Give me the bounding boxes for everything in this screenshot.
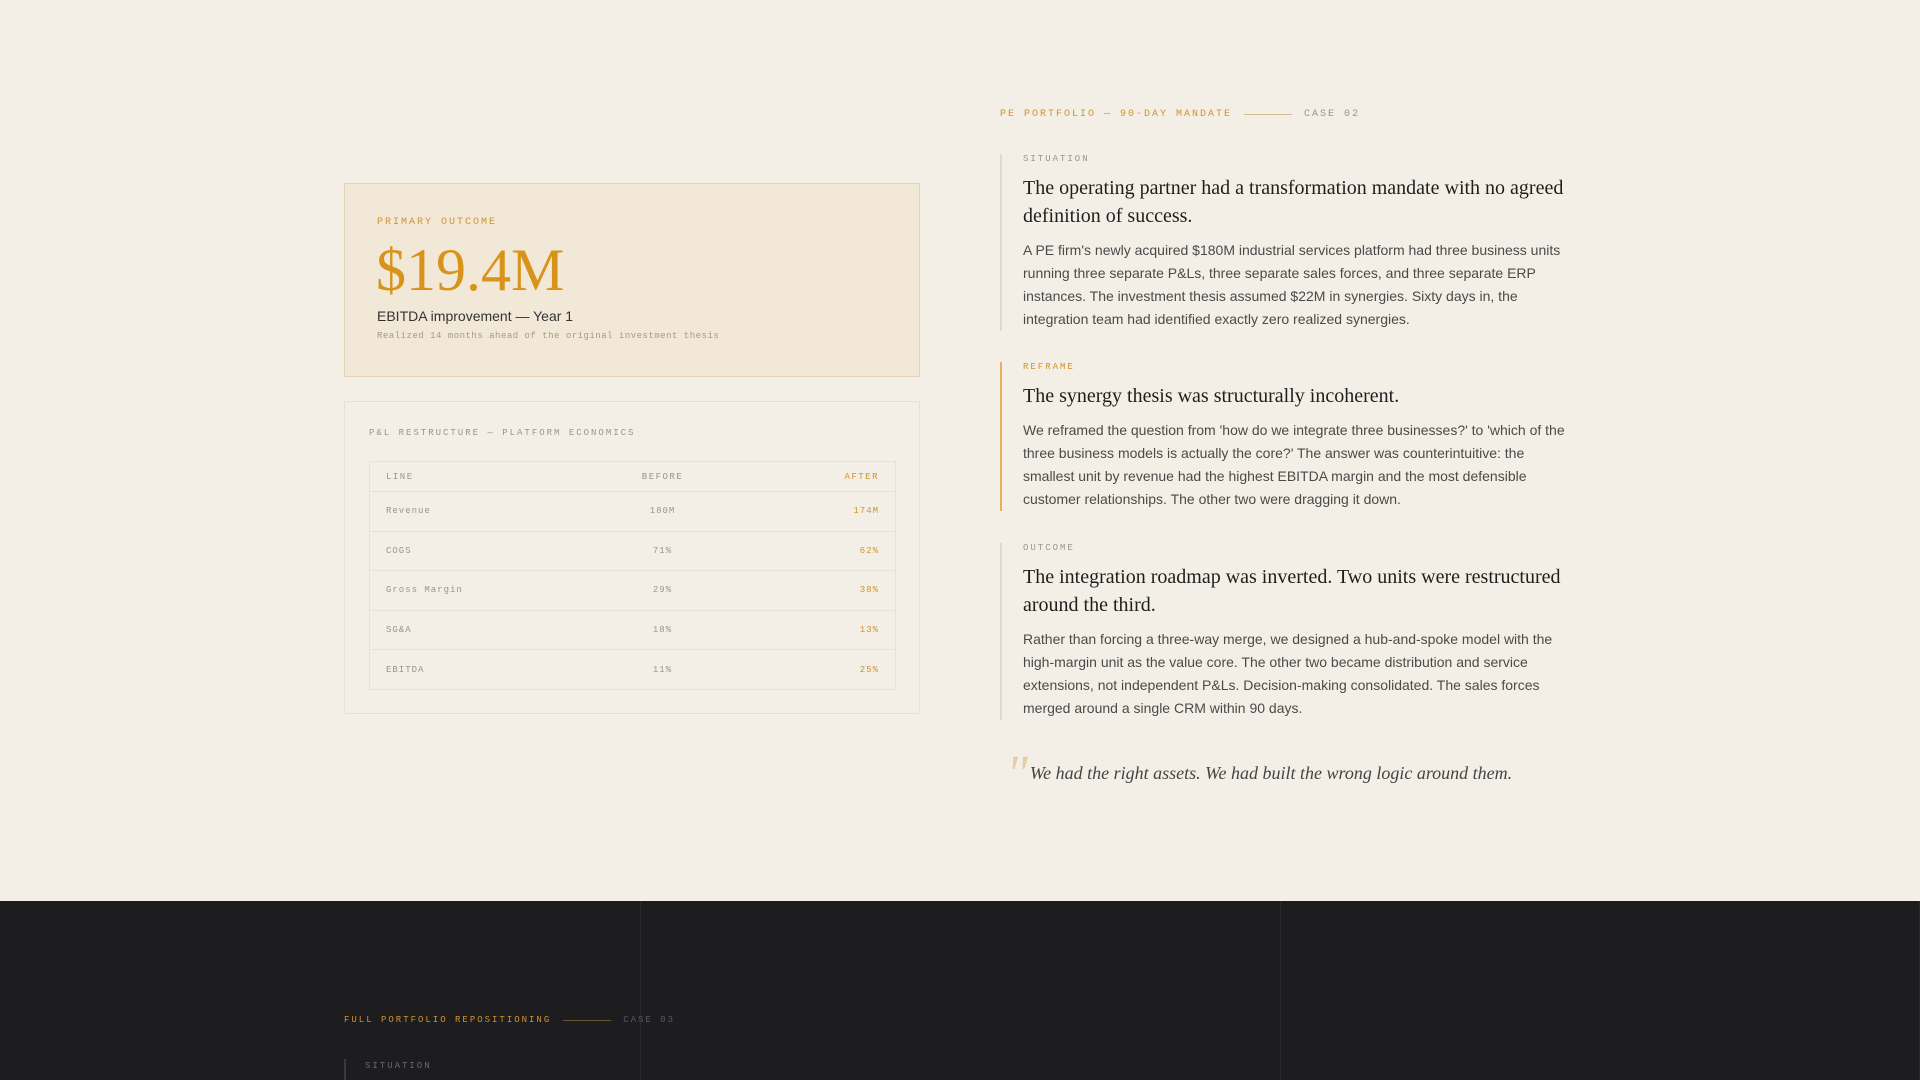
table-row [370,571,896,611]
cell-line: COGS [370,531,580,571]
table-row [370,650,896,690]
column-header-after: AFTER [746,462,896,492]
pl-table [369,461,896,690]
case-tag: PE PORTFOLIO — 90-DAY MANDATE [1000,108,1233,120]
next-case-tag: FULL PORTFOLIO REPOSITIONING [344,1015,552,1025]
reframe-label: REFRAME [1023,362,1075,372]
pl-restructure-card [344,401,920,714]
reframe-body: We reframed the question from 'how do we integrate three businesses?' to 'which of the three business models is actually the core?' The answer was counterintuitive: the smallest unit by revenue had the highest EBITDA margin and the most defensible customer relationships. The other two were dragging it down. [1023,422,1565,507]
reframe-headline: The synergy thesis was structurally incoherent. [1023,385,1400,407]
cell-before: 11% [580,650,746,690]
outcome-headline: The integration roadmap was inverted. Two units were restructured around the third. [1023,566,1561,616]
cell-line: Revenue [370,492,580,532]
next-case-section [0,901,1920,1080]
table-header-row [370,462,896,492]
outcome-block-label: OUTCOME [1023,543,1075,553]
cell-line: SG&A [370,610,580,650]
column-header-line: LINE [370,462,580,492]
outcome-description: EBITDA improvement — Year 1 [377,308,574,324]
cell-after: 25% [746,650,896,690]
quote-mark-icon: " [1006,746,1028,803]
pull-quote [1006,746,1606,803]
case-divider [1244,114,1292,115]
outcome-block [1000,543,1570,720]
next-case-number: CASE 03 [623,1015,676,1025]
outcome-value: $19.4M [376,237,565,303]
situation-body: A PE firm's newly acquired $180M industrial services platform had three business units running three separate P&Ls, three separate sales forces, and three separate ERP instances. The investment thesis assumed $22M in synergies. Sixty days in, the integration team had identified exactly zero realized synergies. [1023,242,1561,327]
cell-after: 38% [746,571,896,611]
next-case-header [344,1014,675,1026]
cell-before: 180M [580,492,746,532]
quote-text: We had the right assets. We had built the wrong logic around them. [1029,763,1513,783]
grid-line [640,901,641,1080]
outcome-note: Realized 14 months ahead of the original investment thesis [377,331,720,341]
next-case-situation-block [344,1059,432,1080]
cell-line: Gross Margin [370,571,580,611]
cell-before: 18% [580,610,746,650]
pl-title: P&L RESTRUCTURE — PLATFORM ECONOMICS [369,428,636,438]
table-row [370,531,896,571]
situation-label: SITUATION [1023,154,1090,164]
situation-headline: The operating partner had a transformation mandate with no agreed definition of success. [1023,177,1564,227]
table-row [370,610,896,650]
case-header [1000,108,1360,120]
table-row [370,492,896,532]
cell-after: 174M [746,492,896,532]
cell-after: 62% [746,531,896,571]
grid-line [1280,901,1281,1080]
cell-before: 71% [580,531,746,571]
cell-line: EBITDA [370,650,580,690]
column-header-before: BEFORE [580,462,746,492]
outcome-label: PRIMARY OUTCOME [377,217,498,228]
cell-before: 29% [580,571,746,611]
situation-block [1000,154,1570,331]
outcome-body: Rather than forcing a three-way merge, we designed a hub-and-spoke model with the high-margin unit as the value core. The other two became distribution and service extensions, not independent P&Ls. Decision-making consolidated. The sales forces merged around a single CRM within 90 days. [1023,631,1553,716]
primary-outcome-card [344,183,920,377]
case-number: CASE 02 [1304,108,1361,120]
next-case-situation-label: SITUATION [365,1061,432,1071]
cell-after: 13% [746,610,896,650]
reframe-block [1000,362,1570,511]
next-case-divider [563,1020,611,1021]
